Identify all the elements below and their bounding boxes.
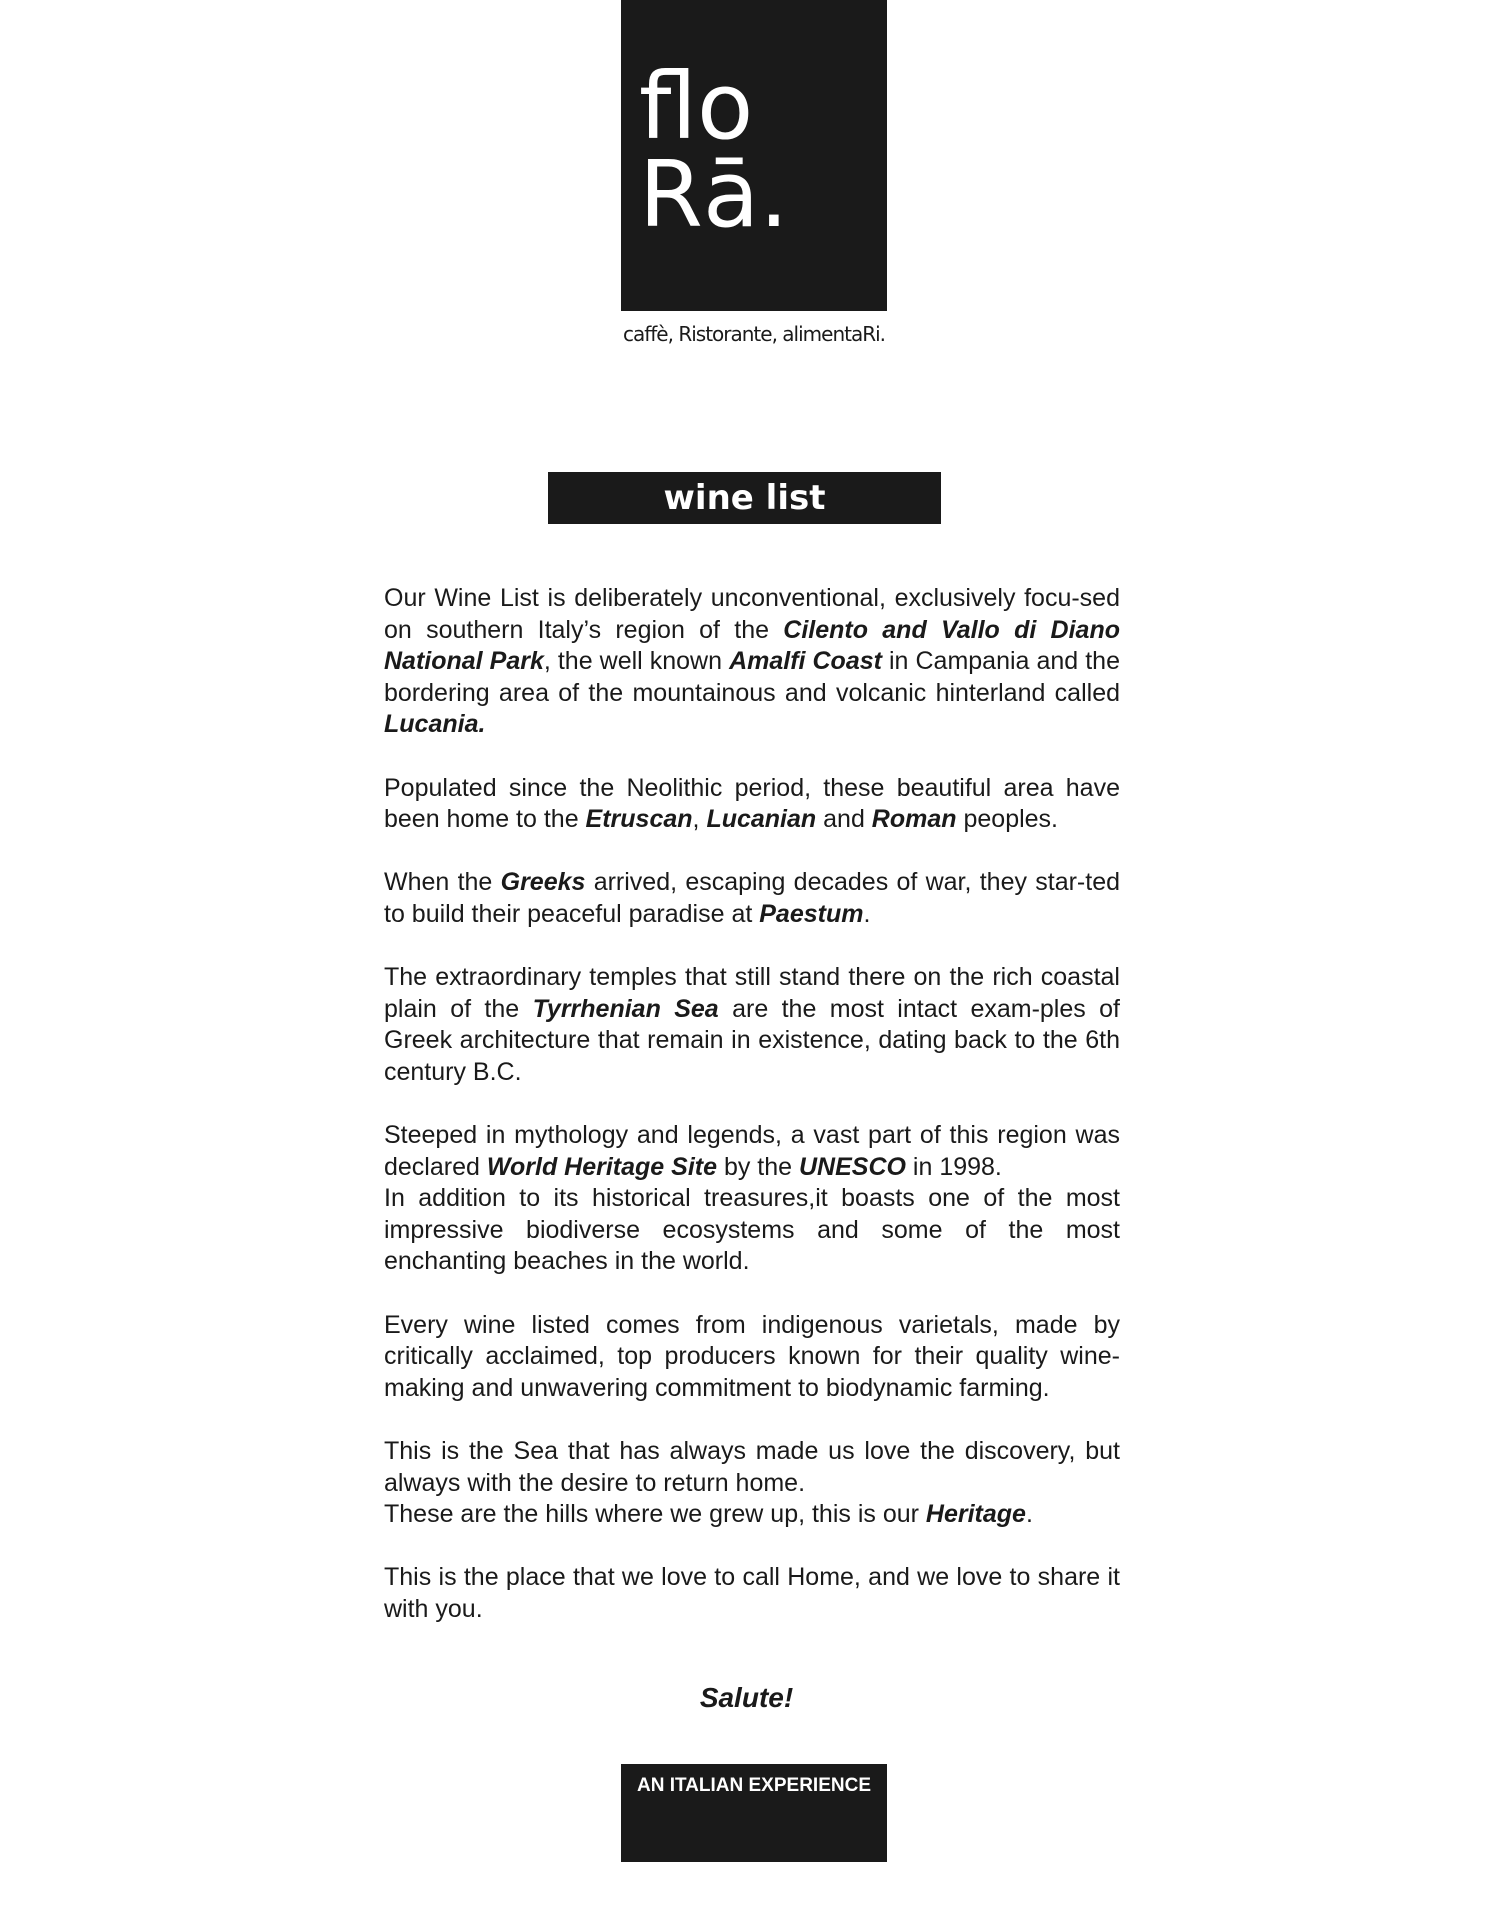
paragraph-text: In addition to its historical treasures,it boasts one of the most impressive biodiverse ecosystems and some of the most enchanting beaches in the world.: [384, 1184, 1120, 1276]
highlight-term: Etruscan: [585, 805, 693, 834]
paragraph-text: This is the place that we love to call Home, and we love to share it with you.: [384, 1563, 1120, 1623]
paragraph-text: These are the hills where we grew up, this is our: [384, 1500, 926, 1529]
paragraph-text: The extraordinary temples that still stand there on the rich coastal plain of the: [384, 963, 1120, 1023]
highlight-term: Lucanian: [706, 805, 817, 834]
page-title-text: wine list: [663, 478, 826, 518]
paragraph-text: When the: [384, 868, 501, 897]
page-title: [548, 472, 941, 524]
highlight-term: Heritage: [925, 1500, 1026, 1529]
logo: [621, 0, 887, 311]
paragraph-text: , the well known: [543, 647, 730, 676]
paragraph-text: .: [863, 899, 871, 928]
paragraph-text: .: [1025, 1500, 1033, 1529]
paragraph-text: arrived, escaping decades of war, they star-ted to build their peaceful paradise at: [384, 868, 1121, 928]
paragraph-text: Every wine listed comes from indigenous varietals, made by critically acclaimed, top producers known for their quality wine-making and unwavering commitment to biodynamic farming.: [384, 1310, 1120, 1402]
highlight-term: UNESCO: [799, 1152, 906, 1181]
paragraph-text: and: [816, 805, 872, 834]
highlight-term: Tyrrhenian Sea: [532, 994, 719, 1023]
paragraph-text: Populated since the Neolithic period, these beautiful area have been home to the: [384, 773, 1120, 834]
paragraph: [384, 773, 1120, 836]
paragraph-text: This is the Sea that has always made us love the discovery, but always with the desire to return home.: [384, 1437, 1120, 1497]
paragraph-text: in Campania and the bordering area of the mountainous and volcanic hinterland called: [384, 647, 1120, 707]
highlight-term: Cilento and Vallo di Diano National Park: [384, 615, 1121, 676]
paragraph: [384, 1120, 1120, 1278]
logo-mark: [621, 0, 887, 311]
paragraph: [384, 1436, 1120, 1531]
paragraph-text: Our Wine List is deliberately unconventional, exclusively focu-sed on southern Italy’s region of the: [384, 584, 1120, 644]
highlight-term: Roman: [871, 805, 957, 834]
salute-text: Salute!: [699, 1682, 794, 1713]
paragraph: [384, 1562, 1120, 1625]
intro-text: [384, 583, 1120, 1657]
paragraph-text: Steeped in mythology and legends, a vast part of this region was declared: [384, 1121, 1120, 1181]
highlight-term: Amalfi Coast: [729, 647, 882, 676]
paragraph-text: ,: [692, 805, 707, 834]
highlight-term: Paestum: [759, 899, 864, 928]
highlight-term: Lucania.: [384, 710, 486, 739]
paragraph: [384, 1310, 1120, 1405]
paragraph-text: in 1998.: [905, 1152, 1002, 1181]
paragraph-text: peoples.: [956, 805, 1058, 834]
logo-line-2: Rā.: [639, 141, 789, 248]
footer-badge: [621, 1764, 887, 1862]
paragraph: [384, 583, 1120, 741]
paragraph-text: by the: [717, 1152, 799, 1181]
paragraph: [384, 867, 1120, 930]
paragraph: [384, 962, 1120, 1088]
logo-line-1: flo: [639, 53, 754, 160]
highlight-term: Greeks: [500, 868, 586, 897]
footer-text: AN ITALIAN EXPERIENCE: [636, 1775, 871, 1796]
paragraph-text: are the most intact exam-ples of Greek architecture that remain in existence, dating back to the 6th century B.C.: [384, 994, 1120, 1086]
logo-tagline: caffè, Ristorante, alimentaRi.: [622, 322, 886, 346]
highlight-term: World Heritage Site: [486, 1152, 717, 1181]
